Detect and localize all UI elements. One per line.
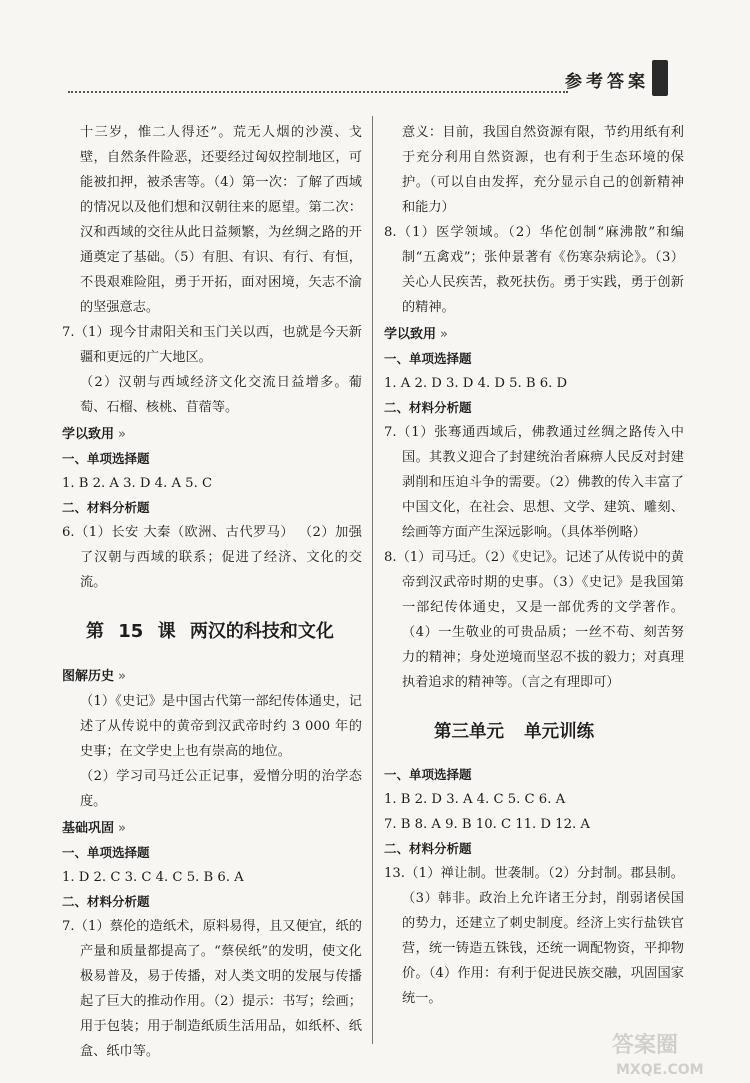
watermark-text-domain: MXQE.COM — [616, 1062, 704, 1078]
subhead-material-analysis: 二、材料分析题 — [62, 894, 150, 909]
answer-item-8b: 8.（1）司马迁。（2）《史记》。记述了从传说中的黄帝到汉武帝时期的史事。（3）《史记》是我国第一部纪传体通史，又是一部优秀的文学著作。（4）一生敬业的可贵品质；一丝不苟、刻苦努力的精神；身处逆境而坚忍不拔的毅力；对真理执着追求的精神等。（言之有理即可） — [384, 550, 684, 690]
answer-item-13: 13.（1）禅让制。世袭制。（2）分封制。郡县制。（3）韩非。政治上允许诸王分封，削弱诸侯国的势力，还建立了刺史制度。经济上实行盐铁官营，统一铸造五铢钱，还统一调配物资，平抑物价。（4）作用：有利于促进民族交融，巩固国家统一。 — [384, 866, 684, 1006]
chevron-right-icon: » — [118, 821, 126, 836]
section-label-text: 学以致用 — [62, 427, 115, 442]
choice-answers: 1. A 2. D 3. D 4. D 5. B 6. D — [384, 376, 568, 391]
choice-answers: 1. B 2. A 3. D 4. A 5. C — [62, 476, 213, 491]
answer-item-7: 7.（1）张骞通西域后，佛教通过丝绸之路传入中国。其教义迎合了封建统治者麻痹人民反对封建剥削和压迫斗争的需要。（2）佛教的传入丰富了中国文化，在社会、思想、文学、建筑、雕刻、绘画等方面产生深远影响。（具体举例略） — [384, 425, 684, 540]
section-label-apply — [62, 423, 362, 447]
illustrated-answer-2: （2）学习司马迁公正记事，爱憎分明的治学态度。 — [80, 769, 362, 809]
subhead-single-choice: 一、单项选择题 — [384, 351, 472, 366]
section-label-basics — [62, 817, 362, 841]
left-column — [62, 120, 362, 1064]
section-label-text: 基础巩固 — [62, 821, 115, 836]
subhead-material-analysis: 二、材料分析题 — [384, 841, 472, 856]
section-label-illustrated — [62, 665, 362, 689]
chevron-right-icon: » — [118, 427, 126, 442]
header-dotted-rule — [68, 91, 568, 93]
choice-answers: 1. D 2. C 3. C 4. C 5. B 6. A — [62, 870, 244, 885]
watermark-text-cn: 答案圈 — [612, 1033, 679, 1058]
choice-answers-row-1: 1. B 2. D 3. A 4. C 5. C 6. A — [384, 792, 566, 807]
unit-title: 第三单元 单元训练 — [434, 722, 595, 742]
right-column — [384, 120, 684, 1011]
chevron-right-icon: » — [440, 327, 448, 342]
column-divider — [372, 116, 373, 1044]
subhead-material-analysis: 二、材料分析题 — [62, 500, 150, 515]
answer-item-6: 6.（1）长安 大秦（欧洲、古代罗马） （2）加强了汉朝与西域的联系；促进了经济、文化的交流。 — [62, 525, 362, 590]
chevron-right-icon: » — [118, 669, 126, 684]
subhead-single-choice: 一、单项选择题 — [384, 767, 472, 782]
illustrated-answer-1: （1）《史记》是中国古代第一部纪传体通史，记述了从传说中的黄帝到汉武帝时约 3 000 年的史事；在文学史上也有崇高的地位。 — [80, 694, 362, 759]
answer-item-7: 7.（1）蔡伦的造纸术，原料易得，且又便宜，纸的产量和质量都提高了。“蔡侯纸”的发明，使文化极易普及，易于传播，对人类文明的发展与传播起了巨大的推动作用。（2）提示：书写；绘画；用于包装；用于制造纸质生活用品，如纸杯、纸盒、纸巾等。 — [62, 919, 362, 1059]
choice-answers-row-2: 7. B 8. A 9. B 10. C 11. D 12. A — [384, 817, 590, 832]
answer-paragraph: 意义：目前，我国自然资源有限，节约用纸有利于充分利用自然资源，也有利于生态环境的保护。（可以自由发挥，充分显示自己的创新精神和能力） — [402, 125, 684, 215]
subhead-single-choice: 一、单项选择题 — [62, 845, 150, 860]
section-label-text: 学以致用 — [384, 327, 437, 342]
answer-item-7-2: （2）汉朝与西域经济文化交流日益增多。葡萄、石榴、核桃、苜蓿等。 — [80, 375, 362, 415]
header-tab-marker — [652, 60, 668, 96]
section-label-apply — [384, 323, 684, 347]
answer-item-8: 8.（1）医学领域。（2）华佗创制“麻沸散”和编制“五禽戏”；张仲景著有《伤寒杂病论》。（3）关心人民疾苦，救死扶伤。勇于实践，勇于创新的精神。 — [384, 225, 684, 315]
section-label-text: 图解历史 — [62, 669, 115, 684]
subhead-single-choice: 一、单项选择题 — [62, 451, 150, 466]
answer-paragraph: 十三岁，惟二人得还”。荒无人烟的沙漠、戈壁，自然条件险恶，还要经过匈奴控制地区，可能被扣押，被杀害等。（4）第一次：了解了西域的情况以及他们想和汉朝往来的愿望。第二次：汉和西域的交往从此日益频繁，为丝绸之路的开通奠定了基础。（5）有胆、有识、有行、有恒，不畏艰难险阻，勇于开拓，面对困境，矢志不渝的坚强意志。 — [80, 125, 362, 315]
subhead-material-analysis: 二、材料分析题 — [384, 400, 472, 415]
page-header-title: 参考答案 — [565, 72, 649, 92]
site-watermark-logo — [608, 1028, 738, 1080]
answer-item-7-1: 7.（1）现今甘肃阳关和玉门关以西，也就是今天新疆和更远的广大地区。 — [62, 325, 362, 365]
lesson-title: 第 15 课 两汉的科技和文化 — [86, 621, 334, 642]
